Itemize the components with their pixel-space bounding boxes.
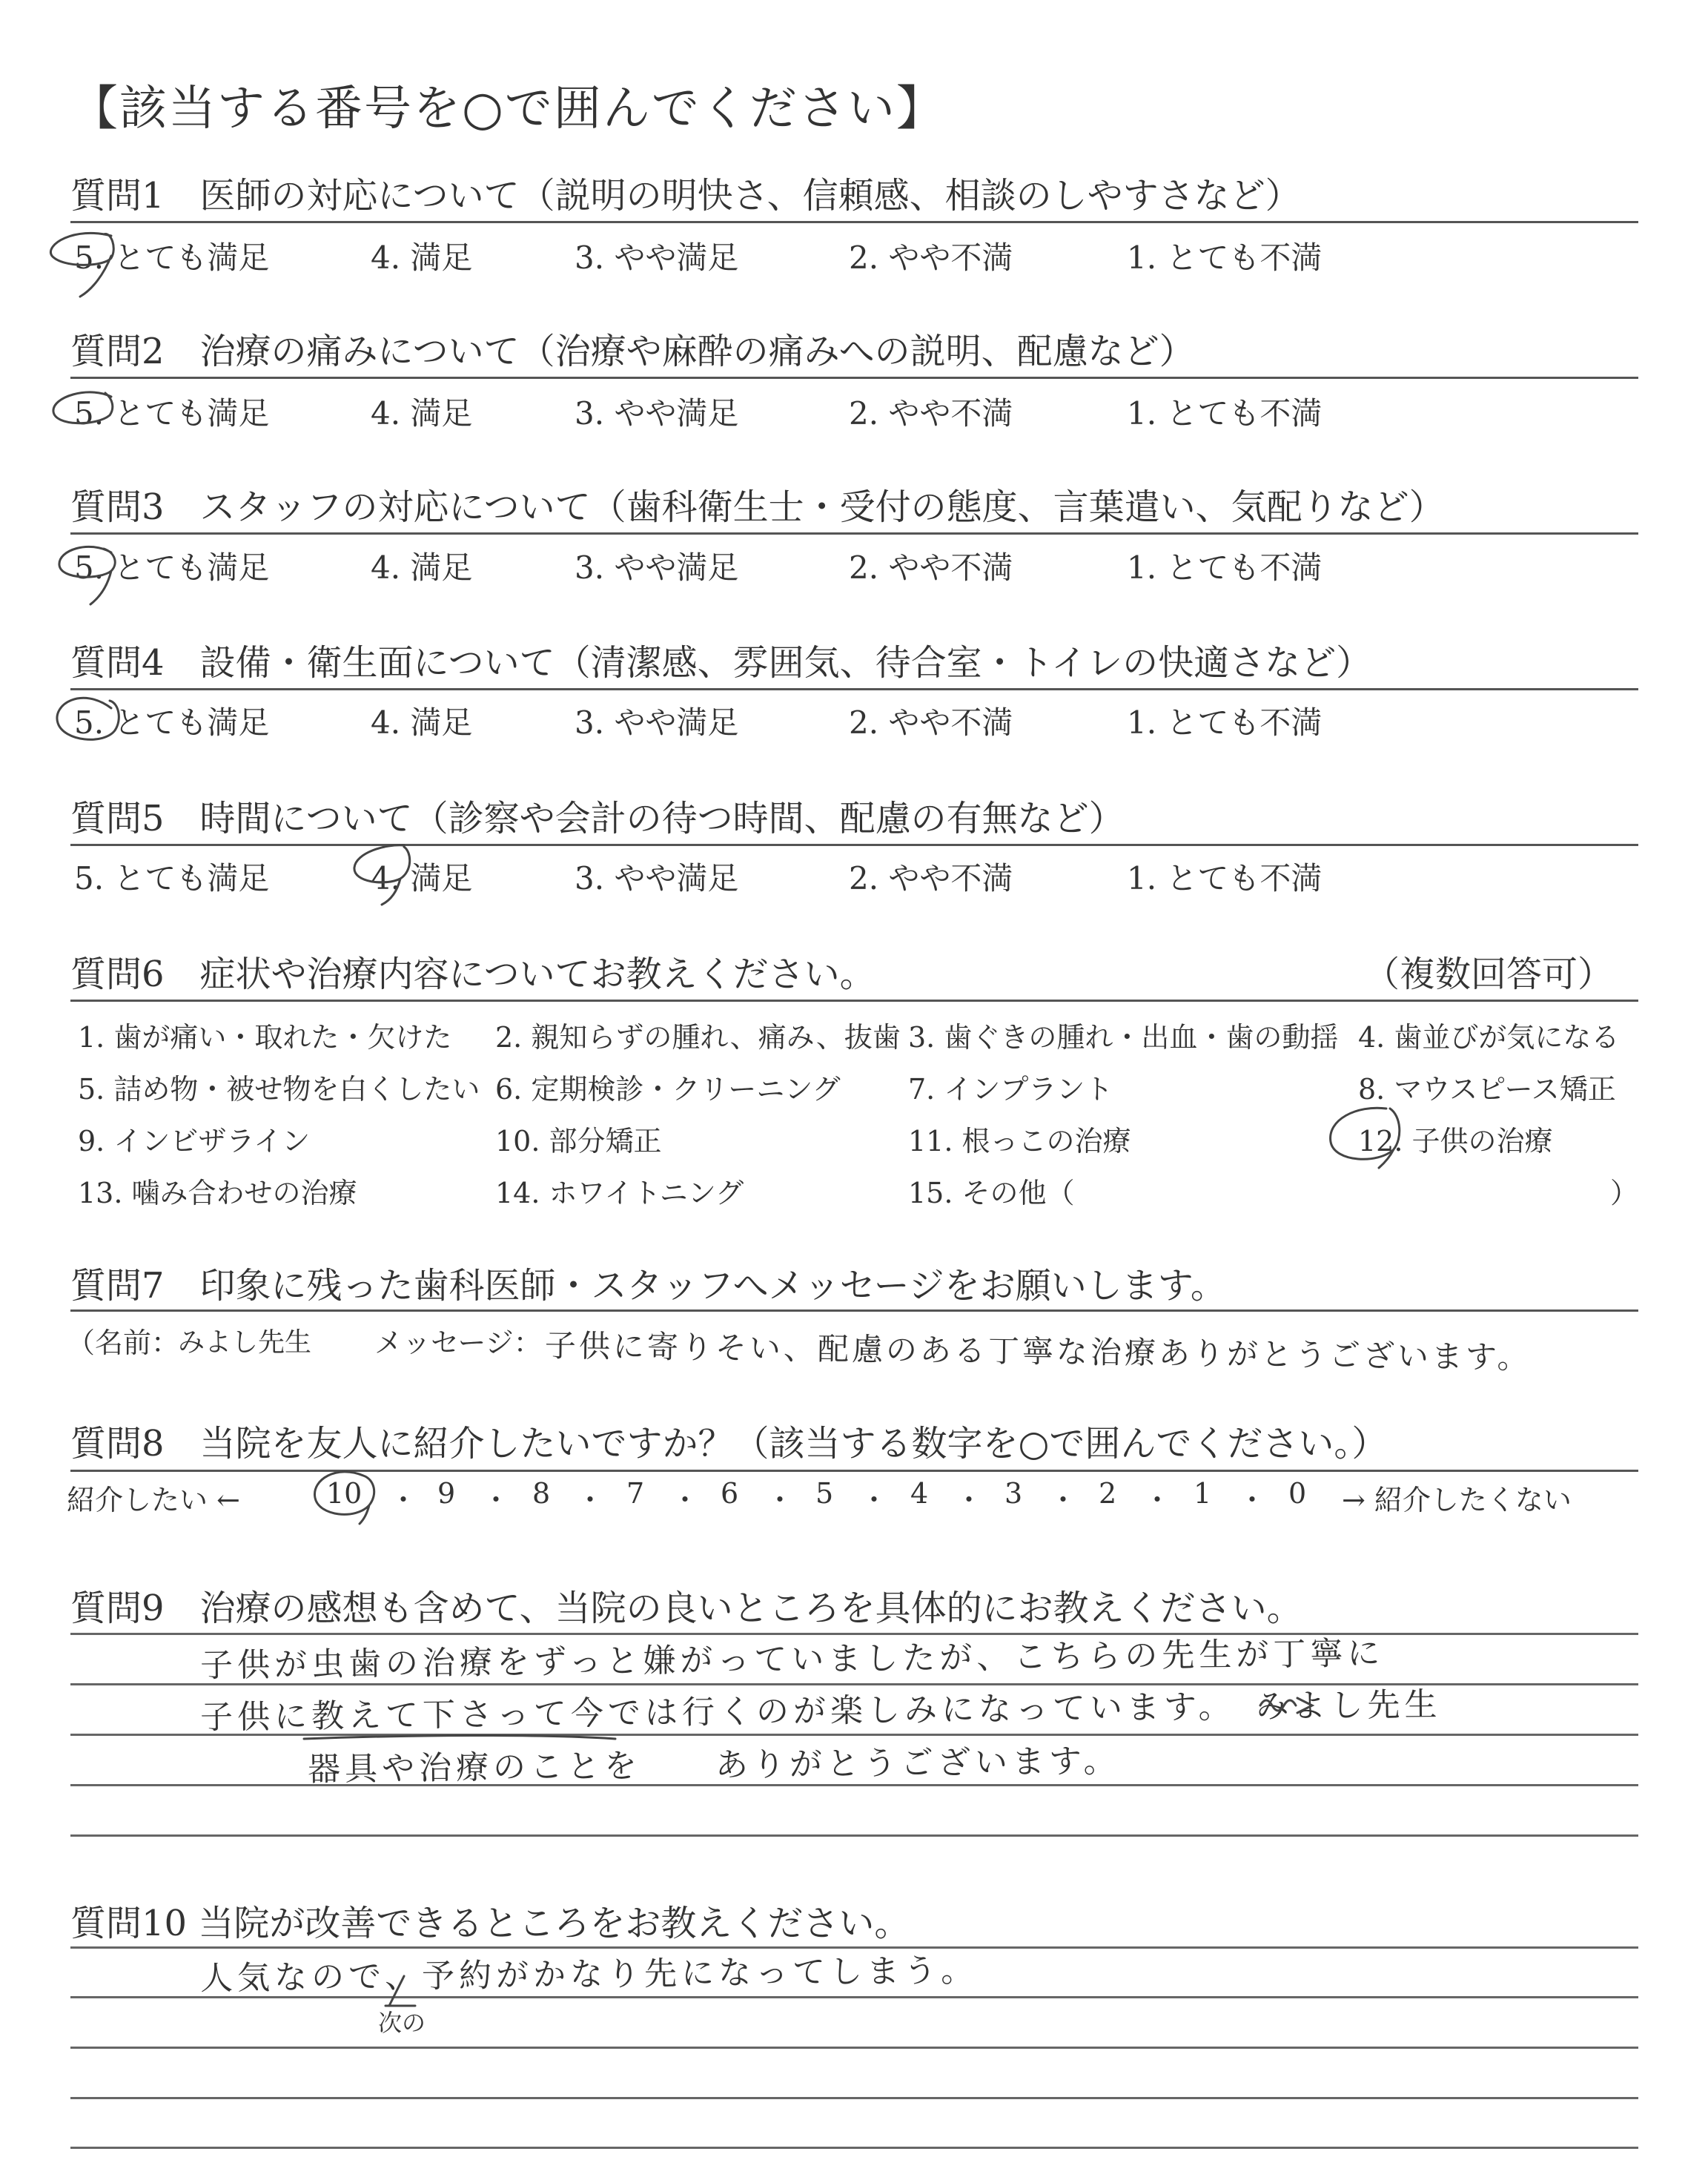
q10-answer-text-1[interactable]: 人気なので、予約がかなり先になってしまう。 — [199, 1952, 979, 1998]
q7-message-value[interactable]: 子供に寄りそい、配慮のある丁寧な治療ありがとうございます。 — [544, 1327, 1532, 1376]
q6-option-2[interactable]: 2. 親知らずの腫れ、痛み、抜歯 — [495, 1021, 901, 1054]
q1-option-1[interactable]: 1. とても不満 — [1127, 240, 1323, 276]
q9-answer-text-2[interactable]: 子供に教えて下さって今では行くのが楽しみになっています。 みよし先生 — [199, 1685, 1442, 1737]
q6-option-15[interactable]: 15. その他（ — [908, 1177, 1075, 1209]
q6-option-9[interactable]: 9. インビザライン — [78, 1125, 311, 1157]
q8-score-0[interactable]: 0 — [1288, 1477, 1307, 1510]
q6-option-4[interactable]: 4. 歯並びが気になる — [1358, 1021, 1620, 1054]
q8-separator: ・ — [671, 1484, 700, 1516]
q8-separator: ・ — [1049, 1484, 1078, 1516]
q5-selection-circle — [354, 845, 410, 905]
q7-name-value[interactable]: みよし先生 — [178, 1327, 312, 1358]
question-8-label: 質問8 当院を友人に紹介したいですか？（該当する数字を○で囲んでください。） — [70, 1423, 1388, 1464]
q8-separator: ・ — [482, 1484, 511, 1516]
q2-option-2[interactable]: 2. やや不満 — [849, 395, 1013, 432]
q8-score-7[interactable]: 7 — [626, 1477, 645, 1510]
q7-name-prefix: （名前： — [67, 1327, 180, 1359]
q5-option-1[interactable]: 1. とても不満 — [1127, 860, 1323, 896]
q8-selection-circle — [315, 1472, 374, 1524]
page-title: 【該当する番号を○で囲んでください】 — [70, 82, 945, 136]
question-3-label: 質問3 スタッフの対応について（歯科衛生士・受付の態度、言葉遣い、気配りなど） — [70, 486, 1445, 528]
q3-option-2[interactable]: 2. やや不満 — [849, 549, 1013, 586]
q6-option-12[interactable]: 12. 子供の治療 — [1358, 1125, 1553, 1157]
q8-separator: ・ — [955, 1484, 984, 1516]
question-4-label: 質問4 設備・衛生面について（清潔感、雰囲気、待合室・トイレの快適さなど） — [70, 642, 1372, 684]
q6-option-14[interactable]: 14. ホワイトニング — [495, 1177, 744, 1209]
q8-left-label: 紹介したい ← — [67, 1484, 240, 1516]
q5-option-4[interactable]: 4. 満足 — [371, 860, 473, 896]
q10-insert-note: 次の — [378, 2009, 426, 2037]
q6-option-8[interactable]: 8. マウスピース矯正 — [1358, 1073, 1616, 1106]
q6-option-6[interactable]: 6. 定期検診・クリーニング — [495, 1073, 841, 1106]
q3-option-1[interactable]: 1. とても不満 — [1127, 549, 1323, 586]
q8-score-1[interactable]: 1 — [1194, 1477, 1212, 1510]
q1-option-3[interactable]: 3. やや満足 — [575, 240, 739, 276]
q2-option-5[interactable]: 5. とても満足 — [74, 395, 270, 432]
question-6-note: （複数回答可） — [1364, 954, 1614, 995]
q8-score-8[interactable]: 8 — [532, 1477, 551, 1510]
q5-option-3[interactable]: 3. やや満足 — [575, 860, 739, 896]
q4-option-1[interactable]: 1. とても不満 — [1127, 704, 1323, 741]
q6-option-11[interactable]: 11. 根っこの治療 — [908, 1125, 1131, 1157]
q4-option-2[interactable]: 2. やや不満 — [849, 704, 1013, 741]
q10-insert-caret — [385, 1976, 415, 2006]
q6-option-5[interactable]: 5. 詰め物・被せ物を白くしたい — [78, 1073, 480, 1106]
q3-option-5[interactable]: 5. とても満足 — [74, 549, 270, 586]
q8-score-6[interactable]: 6 — [721, 1477, 739, 1510]
q5-option-5[interactable]: 5. とても満足 — [74, 860, 270, 896]
question-5-label: 質問5 時間について（診察や会計の待つ時間、配慮の有無など） — [70, 798, 1125, 839]
q6-option-1[interactable]: 1. 歯が痛い・取れた・欠けた — [78, 1021, 452, 1054]
q9-wavy-mark — [1260, 1698, 1312, 1713]
q5-option-2[interactable]: 2. やや不満 — [849, 860, 1013, 896]
q7-message-prefix: メッセージ： — [374, 1327, 542, 1359]
q8-separator: ・ — [766, 1484, 795, 1516]
q8-separator: ・ — [860, 1484, 889, 1516]
question-2-label: 質問2 治療の痛みについて（治療や麻酔の痛みへの説明、配慮など） — [70, 331, 1195, 372]
q2-option-4[interactable]: 4. 満足 — [371, 395, 473, 432]
q8-score-3[interactable]: 3 — [1004, 1477, 1023, 1510]
q4-selection-circle — [57, 698, 119, 739]
q2-option-3[interactable]: 3. やや満足 — [575, 395, 739, 432]
q8-separator: ・ — [1238, 1484, 1267, 1516]
question-7-label: 質問7 印象に残った歯科医師・スタッフへメッセージをお願いします。 — [70, 1265, 1226, 1307]
q8-score-4[interactable]: 4 — [910, 1477, 929, 1510]
q6-option-15-close: ） — [1610, 1177, 1639, 1209]
q3-option-3[interactable]: 3. やや満足 — [575, 549, 739, 586]
q6-option-10[interactable]: 10. 部分矯正 — [495, 1125, 662, 1157]
question-9-label: 質問9 治療の感想も含めて、当院の良いところを具体的にお教えください。 — [70, 1588, 1302, 1629]
q2-option-1[interactable]: 1. とても不満 — [1127, 395, 1323, 432]
q6-selection-circle — [1331, 1108, 1400, 1168]
q1-option-4[interactable]: 4. 満足 — [371, 240, 473, 276]
question-10-label: 質問10 当院が改善できるところをお教えください。 — [70, 1903, 910, 1944]
q8-score-9[interactable]: 9 — [437, 1477, 456, 1510]
q8-score-2[interactable]: 2 — [1099, 1477, 1117, 1510]
q8-score-10[interactable]: 10 — [326, 1477, 363, 1510]
q6-option-3[interactable]: 3. 歯ぐきの腫れ・出血・歯の動揺 — [908, 1021, 1339, 1054]
q3-option-4[interactable]: 4. 満足 — [371, 549, 473, 586]
q6-option-7[interactable]: 7. インプラント — [908, 1073, 1113, 1106]
q8-separator: ・ — [576, 1484, 605, 1516]
q4-option-3[interactable]: 3. やや満足 — [575, 704, 739, 741]
q4-option-5[interactable]: 5. とても満足 — [74, 704, 270, 741]
q8-separator: ・ — [1143, 1484, 1172, 1516]
q1-option-2[interactable]: 2. やや不満 — [849, 240, 1013, 276]
q6-option-13[interactable]: 13. 噛み合わせの治療 — [78, 1177, 357, 1209]
q9-answer-text-3[interactable]: 器具や治療のことを ありがとうございます。 — [307, 1742, 1121, 1789]
q9-insert-mark — [304, 1735, 615, 1739]
q1-selection-circle — [50, 233, 113, 297]
question-6-label: 質問6 症状や治療内容についてお教えください。 — [70, 954, 875, 995]
q8-separator: ・ — [389, 1484, 418, 1516]
q2-selection-circle — [53, 392, 113, 423]
q8-score-5[interactable]: 5 — [815, 1477, 834, 1510]
q1-option-5[interactable]: 5. とても満足 — [74, 240, 270, 276]
q8-right-label: → 紹介したくない — [1342, 1484, 1572, 1516]
question-1-label: 質問1 医師の対応について（説明の明快さ、信頼感、相談のしやすさなど） — [70, 175, 1301, 217]
q4-option-4[interactable]: 4. 満足 — [371, 704, 473, 741]
q9-answer-text-1[interactable]: 子供が虫歯の治療をずっと嫌がっていましたが、こちらの先生が丁寧に — [199, 1634, 1385, 1685]
q3-selection-circle — [59, 546, 115, 604]
